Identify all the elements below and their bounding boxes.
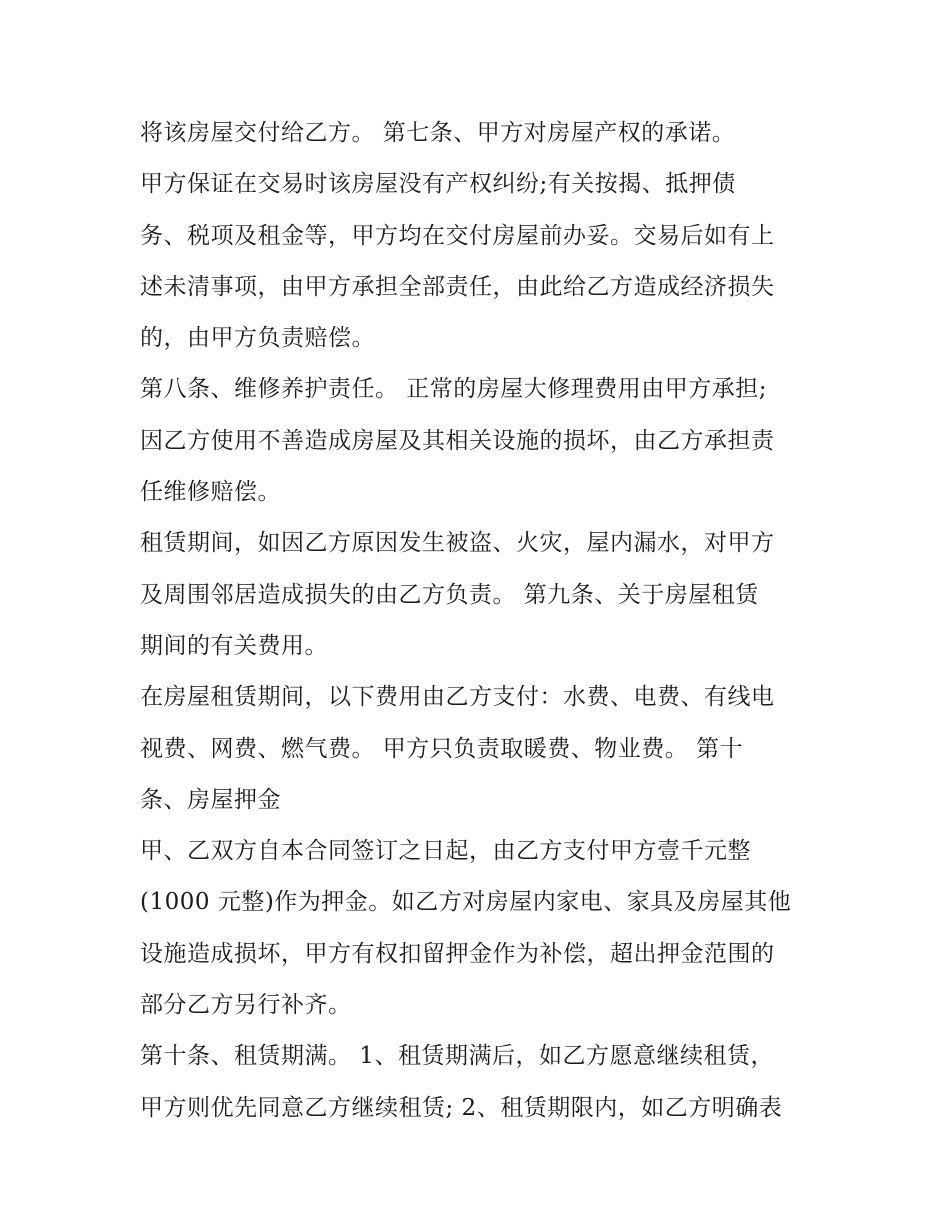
text-line: 因乙方使用不善造成房屋及其相关设施的损坏，由乙方承担责 [140, 427, 775, 454]
text-line: 将该房屋交付给乙方。 第七条、甲方对房屋产权的承诺。 [140, 120, 736, 146]
text-line: 及周围邻居造成损失的由乙方负责。 第九条、关于房屋租赁 [140, 581, 759, 608]
text-line: 任维修赔偿。 [140, 479, 281, 506]
text-line: 第八条、维修养护责任。 正常的房屋大修理费用由甲方承担; [140, 376, 768, 403]
text-line: 甲、乙双方自本合同签订之日起，由乙方支付甲方壹千元整 [140, 838, 751, 865]
text-line: 租赁期间，如因乙方原因发生被盗、火灾，屋内漏水，对甲方 [140, 530, 775, 557]
text-line: 部分乙方另行补齐。 [140, 992, 352, 1019]
text-line: 在房屋租赁期间，以下费用由乙方支付：水费、电费、有线电 [140, 684, 775, 711]
text-line: 视费、网费、燃气费。 甲方只负责取暖费、物业费。 第十 [140, 735, 744, 762]
text-line: (1000 元整)作为押金。如乙方对房屋内家电、家具及房屋其他 [140, 889, 792, 916]
text-line: 务、税项及租金等，甲方均在交付房屋前办妥。交易后如有上 [140, 222, 775, 249]
text-line: 设施造成损坏，甲方有权扣留押金作为补偿，超出押金范围的 [140, 940, 775, 967]
text-line: 期间的有关费用。 [140, 632, 328, 659]
document-body [140, 108, 820, 1134]
text-line: 甲方保证在交易时该房屋没有产权纠纷;有关按揭、抵押债 [140, 171, 736, 198]
text-line: 的，由甲方负责赔偿。 [140, 325, 375, 352]
text-line: 述未清事项，由甲方承担全部责任，由此给乙方造成经济损失 [140, 273, 775, 300]
text-line: 第十条、租赁期满。 1、租赁期满后，如乙方愿意继续租赁， [140, 1043, 774, 1070]
text-line: 甲方则优先同意乙方继续租赁; 2、租赁期限内，如乙方明确表 [140, 1094, 783, 1121]
text-line: 条、房屋押金 [140, 786, 281, 813]
